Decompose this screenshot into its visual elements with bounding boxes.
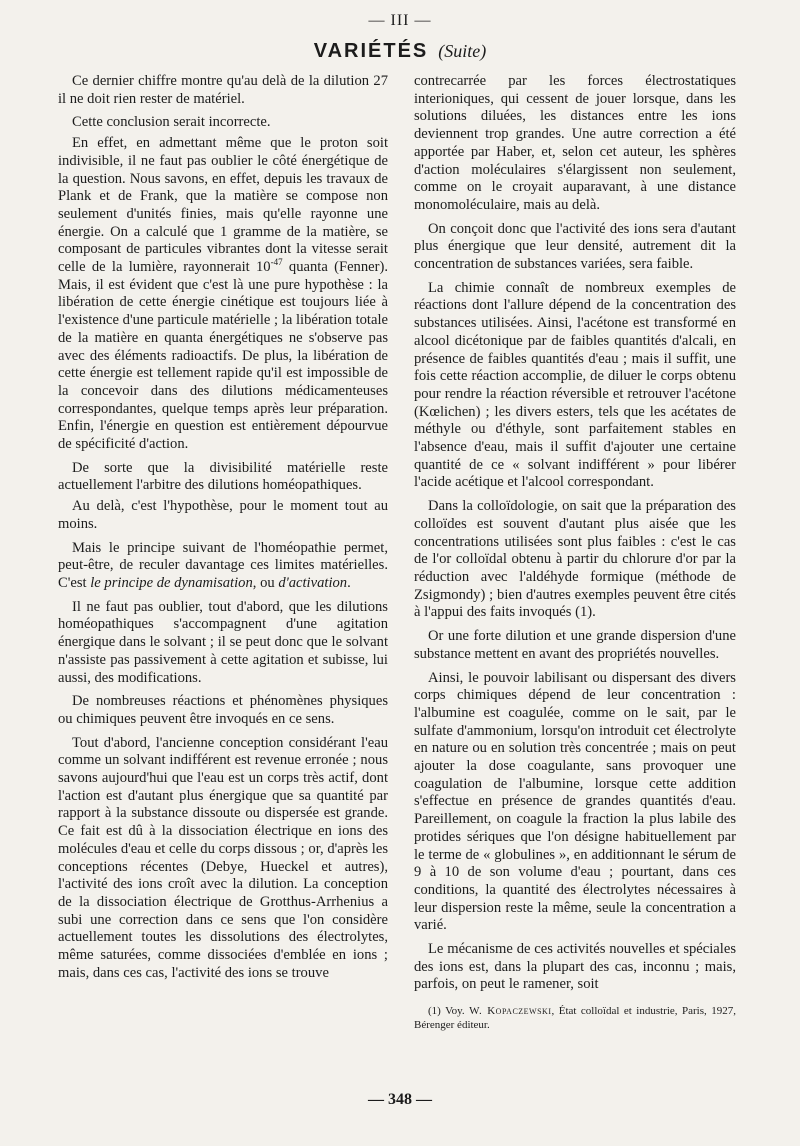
paragraph: Il ne faut pas oublier, tout d'abord, que les dilutions homéopathiques s'accompagnent d'une agitation énergique dans le solvant ; il se peut donc que le solvant n'assiste pas passivement à cette agitation et subisse, lui aussi, des modifications. xyxy=(58,598,388,686)
paragraph xyxy=(58,135,388,454)
italic-term: le principe de dynamisation xyxy=(90,574,253,591)
text-run: , État colloïdal et industrie, Paris, 1927, Bérenger éditeur. xyxy=(414,1005,736,1032)
footnote-author: W. Kopaczewski xyxy=(469,1005,552,1018)
paragraph: contrecarrée par les forces électrostatiques interioniques, qui cessent de jouer lorsque, dans les solutions diluées, les distances entre les ions deviennent trop grandes. Une autre correction a été apportée par Haber, et, selon cet auteur, les sphères d'action moléculaires s'élargissent non seulement, comme on le croyait auparavant, à une distance monomoléculaire, mais au delà. xyxy=(414,73,736,213)
text-run: (1) Voy. xyxy=(428,1005,470,1018)
exponent: -47 xyxy=(270,257,283,268)
right-column xyxy=(414,73,736,1032)
text-run: quanta (Fenner). Mais, il est évident que c'est là une pure hypothèse : la libération de cette énergie cinétique est toujours liée à l'existence d'une particule matérielle ; la libération totale de la matière en quanta énergétiques ne s'observe pas avec des éléments radioactifs. De plus, la libération de cette énergie est tellement rapide qu'il est impossible de la concevoir dans des dilutions médicamenteuses correspondantes, quelque temps après leur préparation. Enfin, l'énergie en question est entièrement dépourvue de spécificité d'action. xyxy=(58,259,388,453)
heading-subtitle: (Suite) xyxy=(438,41,487,61)
section-heading xyxy=(0,40,800,63)
text-run: , ou xyxy=(252,574,279,591)
paragraph: Or une forte dilution et une grande dispersion d'une substance mettent en avant des propriétés nouvelles. xyxy=(414,628,736,662)
paragraph: Dans la colloïdologie, on sait que la préparation des colloïdes est souvent d'autant plus aisée que les concentrations utilisées sont plus faibles : c'est le cas de l'or colloïdal obtenu à partir du chlorure d'or par la réduction avec l'aldéhyde formique (méthode de Zsigmondy) ; bien d'autres exemples peuvent être cités à l'appui des faits invoqués (1). xyxy=(414,498,736,621)
running-page-number: — III — xyxy=(368,12,432,29)
left-column xyxy=(58,73,388,988)
paragraph: Tout d'abord, l'ancienne conception considérant l'eau comme un solvant indifférent est revenue erronée ; nous savons aujourd'hui que l'eau est un corps très actif, dont l'action est d'autant plus énergique que sa quantité par rapport à la substance dissoute ou dispersée est grande. Ce fait est dû à la dissociation électrique en ions des molécules d'eau et celle du corps dissous ; or, d'après les conceptions récentes (Debye, Hueckel et autres), l'activité des ions croît avec la dilution. La conception de la dissociation électrique de Grotthus-Arrhenius a subi une correction dans ce sens que l'on considère actuellement toutes les dissolutions des électrolytes, même saturées, comme dissociées d'emblée en ions ; mais, dans ces cas, l'activité des ions se trouve xyxy=(58,734,388,981)
paragraph: Au delà, c'est l'hypothèse, pour le moment tout au moins. xyxy=(58,498,388,532)
italic-term: d'activation xyxy=(278,574,348,591)
text-run: . xyxy=(347,574,351,591)
paragraph xyxy=(58,540,388,593)
footnote xyxy=(414,1000,736,1032)
paragraph: Le mécanisme de ces activités nouvelles et spéciales des ions est, dans la plupart des cas, inconnu ; mais, parfois, on peut le ramener, soit xyxy=(414,941,736,993)
paragraph: De nombreuses réactions et phénomènes physiques ou chimiques peuvent être invoqués en ce sens. xyxy=(58,693,388,727)
paragraph: La chimie connaît de nombreux exemples de réactions dont l'allure dépend de la concentration des substances utilisées. Ainsi, l'acétone est transformé en alcool dicétonique par de faibles quantités d'alcali, en présence de faibles quantités d'eau ; mais il suffit, une fois cette réaction accomplie, de diluer le corps obtenu pour rendre la réaction réversible et retrouver l'acétone (Kœlichen) ; les divers esters, tels que les acétates de méthyle ou d'éthyle, sont parfaitement stables en l'absence d'eau, mais il suffit d'ajouter une certaine quantité de ce « solvant indifférent » pour libérer l'acide acétique et l'alcool correspondant. xyxy=(414,279,736,491)
text-run: Mais le principe suivant de l'homéopathie permet, peut-être, de reculer davantage ces limites matérielles. C'est xyxy=(58,539,388,591)
paragraph: On conçoit donc que l'activité des ions sera d'autant plus énergique que leur densité, autrement dit la concentration de substances variées, sera faible. xyxy=(414,220,736,273)
paragraph: Ce dernier chiffre montre qu'au delà de la dilution 27 il ne doit rien rester de matériel. xyxy=(58,73,388,107)
page-number: — 348 — xyxy=(368,1091,432,1108)
paragraph: De sorte que la divisibilité matérielle reste actuellement l'arbitre des dilutions homéopathiques. xyxy=(58,459,388,494)
heading-title: VARIÉTÉS xyxy=(313,40,429,62)
text-run: En effet, en admettant même que le proton soit indivisible, il ne faut pas oublier le côté énergétique de la question. Nous savons, en effet, depuis les travaux de Plank et de Frank, que la matière se compose non seulement d'unités finies, mais qu'elle rayonne une énergie. On a calculé que 1 gramme de la matière, se composant de particules vibrantes dont la vitesse serait celle de la lumière, rayonnerait 10 xyxy=(58,135,388,276)
paragraph: Cette conclusion serait incorrecte. xyxy=(72,114,271,131)
paragraph: Ainsi, le pouvoir labilisant ou dispersant des divers corps chimiques dépend de leur concentration : l'albumine est coagulée, comme on le sait, par le sulfate d'ammonium, lorsqu'on introduit cet électrolyte en nature ou en solution très concentrée ; mais on peut ajouter la dose coagulante, sans provoquer une coagulation de l'albumine, lorsque cette addition s'effectue en présence de grandes quantités d'eau. Pareillement, on coagule la fraction la plus labile des protides sériques que l'on désigne habituellement par le terme de « globulines », en additionnant le sérum de 9 à 10 de son volume d'eau ; pourtant, dans ces conditions, la quantité des électrolytes nécessaires à leur dispersion reste la même, seule la concentration a varié. xyxy=(414,669,736,934)
